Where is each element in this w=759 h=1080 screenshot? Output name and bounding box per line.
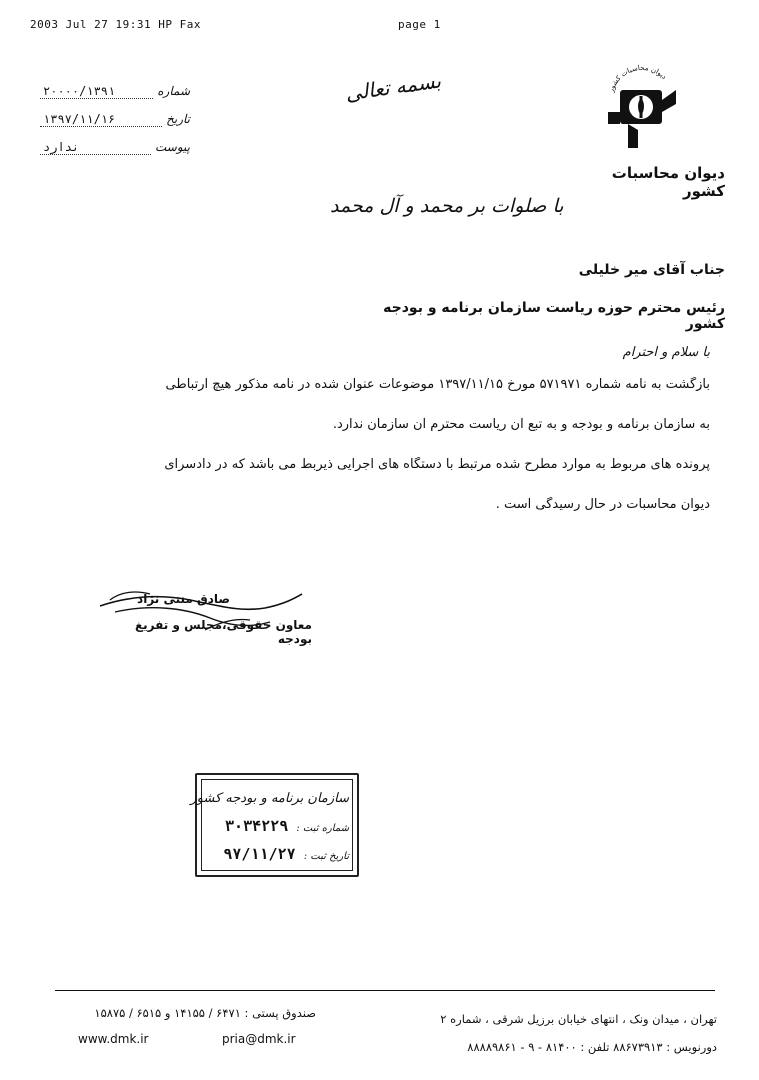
footer-email: pria@dmk.ir [222, 1032, 296, 1046]
stamp-reg-date-value: ۹۷/۱۱/۲۷ [223, 845, 296, 863]
fax-page-number: page 1 [398, 18, 441, 31]
fax-header-text: 2003 Jul 27 19:31 HP Fax [30, 18, 201, 31]
logo-arc-lettering [607, 64, 668, 94]
footer-pobox: صندوق پستی : ۶۴۷۱ / ۱۴۱۵۵ و ۶۵۱۵ / ۱۵۸۷۵ [94, 1006, 316, 1020]
meta-attachment-row [40, 140, 190, 158]
bismillah-heading: بسمه تعالی [343, 68, 443, 106]
meta-date-label: تاریخ [166, 112, 190, 126]
meta-number-label: شماره [157, 84, 190, 98]
registration-stamp [190, 773, 359, 877]
meta-date-value: ۱۳۹۷/۱۱/۱۶ [40, 112, 162, 127]
organization-logo [598, 60, 683, 155]
stamp-reg-no-row [225, 817, 349, 835]
stamp-reg-no-label: شماره ثبت : [296, 823, 349, 834]
addressee-title: رئیس محترم حوزه ریاست سازمان برنامه و بودجه کشور [383, 300, 725, 332]
signer-name: صادق منتی نژاد [137, 592, 230, 606]
logo-arc-text: دیوان محاسبات کشور [607, 63, 669, 94]
stamp-reg-no-value: ۳۰۳۴۲۲۹ [225, 817, 289, 835]
greeting: با سلام و احترام [622, 345, 710, 360]
meta-number-value: ۲۰۰۰۰/۱۳۹۱ [40, 84, 153, 99]
signer-title: معاون حقوقی،مجلس و تفریغ بودجه [134, 618, 312, 646]
body-paragraph-1-line-2: به سازمان برنامه و بودجه و به تبع آن ریاست محترم آن سازمان ندارد. [332, 417, 710, 432]
addressee-name: جناب آقای میر خلیلی [578, 262, 725, 278]
stamp-reg-date-label: تاریخ ثبت : [303, 851, 349, 862]
meta-date-row [40, 112, 190, 130]
meta-number-row [40, 84, 190, 102]
meta-attachment-value: ندارد [40, 140, 151, 155]
body-paragraph-2-line-1: پرونده های مربوط به موارد مطرح شده مرتبط با دستگاه های اجرایی ذیربط می باشد که در دادسرای [164, 457, 710, 472]
stamp-org: سازمان برنامه و بودجه کشور [190, 791, 349, 806]
footer-address: تهران ، میدان ونک ، انتهای خیابان برزیل شرقی ، شماره ۲ [440, 1012, 717, 1026]
body-paragraph-2-line-2: دیوان محاسبات در حال رسیدگی است . [495, 497, 710, 512]
footer-phone: دورنویس : ۸۸۶۷۳۹۱۳ تلفن : ۸۱۴۰۰ - ۹ - ۸۸۸۸۹۸۶۱ [467, 1040, 717, 1054]
meta-attachment-label: پیوست [155, 140, 190, 154]
footer-website: www.dmk.ir [78, 1032, 149, 1046]
organization-name: دیوان محاسبات کشور [611, 164, 725, 200]
salawat-line: با صلوات بر محمد و آل محمد [330, 195, 564, 217]
footer-divider [55, 990, 715, 991]
body-paragraph-1-line-1: بازگشت به نامه شماره ۵۷۱۹۷۱ مورخ ۱۳۹۷/۱۱/۱۵ موضوعات عنوان شده در نامه مذکور هیچ ارتباطی [165, 377, 710, 392]
stamp-reg-date-row [223, 845, 349, 863]
